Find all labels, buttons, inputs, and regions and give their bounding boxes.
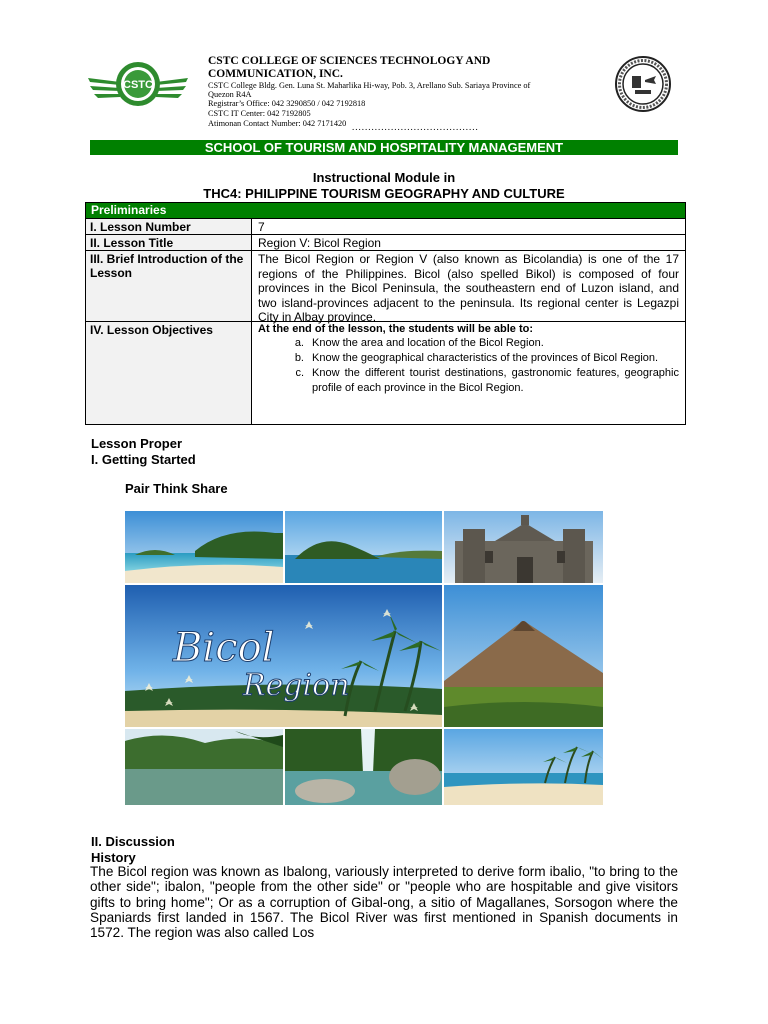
college-address-2: Quezon R4A (208, 90, 252, 99)
intro-label: III. Brief Introduction of the Lesson (86, 251, 252, 321)
bicol-region-title-photo (125, 585, 442, 727)
objectives-list (258, 336, 679, 396)
list-marker: b. (294, 352, 304, 364)
lesson-number-label: I. Lesson Number (86, 219, 252, 234)
pair-think-share-heading: Pair Think Share (125, 481, 228, 496)
school-band: SCHOOL OF TOURISM AND HOSPITALITY MANAGEMENT (90, 140, 678, 155)
module-subtitle: Instructional Module in (312, 170, 456, 185)
table-header: Preliminaries (86, 203, 685, 219)
history-heading: History (91, 850, 136, 865)
objective-text: Know the geographical characteristics of the provinces of Bicol Region. (312, 352, 659, 364)
list-item (258, 351, 679, 366)
list-item (258, 336, 679, 351)
volcano-photo (444, 585, 603, 727)
church-photo (444, 511, 603, 583)
history-paragraph: The Bicol region was known as Ibalong, variously interpreted to derive form ibalio, "to bring to the other side"; ibalon, "people from the other side" or "people who are hospitable and give visitors gifts to bring home"; Or as a corruption of Gibal-ong, a sitio of Magallanes, Sorsogon where the Spaniards first landed in 1567. The Bicol River was first mentioned in Spanish documents in 1572. The region was also called Los (90, 864, 678, 941)
beach-photo (125, 511, 283, 583)
table-row (86, 235, 685, 251)
list-item (258, 366, 679, 396)
island-photo (285, 511, 442, 583)
palm-beach-photo (444, 729, 603, 805)
list-marker: a. (294, 337, 304, 349)
module-title: THC4: PHILIPPINE TOURISM GEOGRAPHY AND CULTURE (203, 186, 565, 201)
objective-text: Know the different tourist destinations, gastronomic features, geographic profile of each province in the Bicol Region. (312, 367, 679, 394)
objectives-intro: At the end of the lesson, the students will be able to: (258, 323, 534, 335)
dotted-rule: ....................................... (352, 122, 479, 132)
atimonan-contact: Atimonan Contact Number: 042 7171420 (208, 119, 347, 128)
getting-started-heading: I. Getting Started (91, 452, 196, 467)
waterfall-photo (285, 729, 442, 805)
table-row (86, 219, 685, 235)
preliminaries-table (85, 202, 686, 425)
lesson-title-label: II. Lesson Title (86, 235, 252, 250)
table-row (86, 251, 685, 322)
it-center-contact: CSTC IT Center: 042 7192805 (208, 109, 311, 118)
list-marker: c. (295, 367, 304, 379)
lake-photo (125, 729, 283, 805)
bicol-region-collage (125, 511, 603, 805)
objectives-label: IV. Lesson Objectives (86, 322, 252, 424)
lesson-number-value: 7 (258, 220, 265, 234)
registrar-contact: Registrar’s Office: 042 3290850 / 042 7192818 (208, 99, 366, 108)
collage-word-region: Region (243, 668, 350, 703)
college-address: CSTC College Bldg. Gen. Luna St. Maharlika Hi-way, Pob. 3, Arellano Sub. Sariaya Province of (208, 81, 531, 90)
intro-text: The Bicol Region or Region V (also known as Bicolandia) is one of the 17 regions of the Philippines. Bicol (also spelled Bikol) is composed of four provinces in the Bicol Peninsula, the southeastern end of Luzon island, and two island-provinces adjacent to the peninsula. Its regional center is Legazpi City in Albay province. (258, 252, 679, 324)
collage-word-bicol: Bicol (173, 625, 275, 671)
lesson-title-value: Region V: Bicol Region (258, 236, 381, 250)
discussion-heading: II. Discussion (91, 834, 175, 849)
college-name: CSTC COLLEGE OF SCIENCES TECHNOLOGY AND COMMUNICATION, INC. (208, 55, 491, 80)
lesson-proper-heading: Lesson Proper (91, 436, 183, 451)
objective-text: Know the area and location of the Bicol Region. (312, 337, 544, 349)
objectives-cell (252, 322, 685, 424)
logo-text: CSTC (123, 79, 153, 91)
cstc-logo (86, 58, 190, 110)
tourism-seal-logo (612, 56, 674, 112)
table-row (86, 322, 685, 424)
